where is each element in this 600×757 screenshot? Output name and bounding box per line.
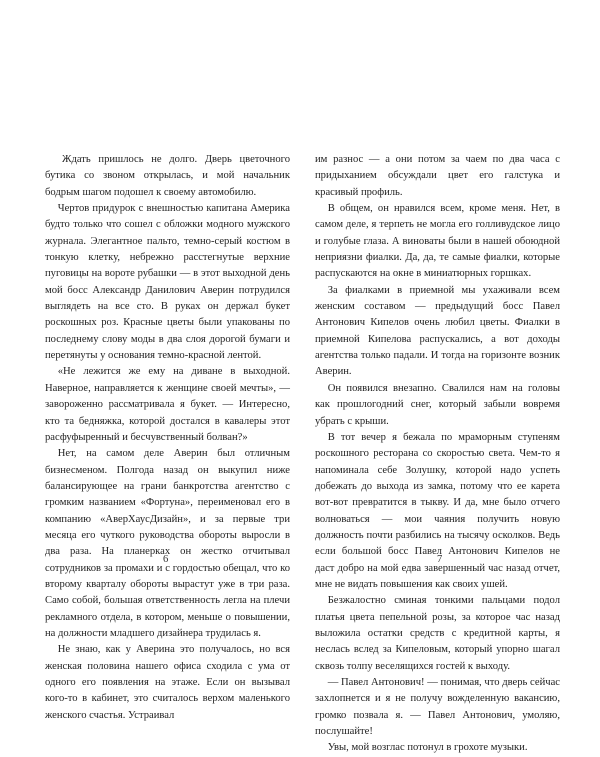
right-page-text xyxy=(315,152,560,757)
left-page-text xyxy=(45,152,290,724)
paragraph: им разнос — а они потом за чаем по два часа с придыханием обсуждали цвет его галстука и красивый профиль. xyxy=(315,154,560,198)
paragraph: В общем, он нравился всем, кроме меня. Нет, в самом деле, я терпеть не могла его голливудское лицо и голубые глаза. А виноваты были в нашей обоюдной неприязни фиалки. Да, да, те самые фиалки, которые распускаются на окне в миниатюрных горшках. xyxy=(315,203,560,280)
paragraph: Увы, мой возглас потонул в грохоте музыки. xyxy=(327,742,528,754)
paragraph: Нет, на самом деле Аверин был отличным бизнесменом. Полгода назад он выкупил ниже балансирующее на грани банкротства агентство с громким названием «Фортуна», переименовал его в компанию «АверХаусДизайн», и за первые три месяца его чуткого руководства обороты выросли в два раза. На планерках он жестко отчитывал сотрудников за промахи и с гордостью обещал, что ко второму кварталу обороты вырастут уже в три раза. Само собой, большая ответственность легла на плечи рекламного отдела, в котором, меньше о повышении, на должности младшего дизайнера трудилась я. xyxy=(45,448,290,639)
paragraph: «Не лежится же ему на диване в выходной. Наверное, направляется к женщине своей мечты», — завороженно рассматривала я букет. — Интересно, кто та бедняжка, которой достался в кавалеры этот расфуфыренный и бесчувственный болван?» xyxy=(45,366,290,443)
paragraph: — Павел Антонович! — понимая, что дверь сейчас захлопнется и я не получу вожделенную вакансию, громко позвала я. — Павел Антонович, умоляю, послушайте! xyxy=(315,677,560,738)
paragraph: В тот вечер я бежала по мраморным ступеням роскошного ресторана со скоростью света. Чем-то я напоминала себе Золушку, которой надо успеть добежать до выхода из замка, потому что ее карета вот-вот превратится в тыкву. И да, мне было отчего волноваться — мои чаяния получить новую должность почти разбились на тысячу осколков. Ведь если большой босс Павел Антонович Кипелов не даст добро на мой едва завершенный час назад отчет, мне не видать повышения как своих ушей. xyxy=(315,431,560,590)
left-page-number: 6 xyxy=(163,554,169,565)
paragraph: Он появился внезапно. Свалился нам на головы как прошлогодний снег, который забыли вовремя убрать с крыши. xyxy=(315,382,560,427)
paragraph: За фиалками в приемной мы ухаживали всем женским составом — предыдущий босс Павел Антонович Кипелов очень любил цветы. Фиалки в приемной Кипелова распускались, а вот доходы агентства только падали. И тогда на горизонте возник Аверин. xyxy=(315,284,560,378)
paragraph: Безжалостно сминая тонкими пальцами подол платья цвета пепельной розы, за которое час назад выложила остатки средств с кредитной карты, я неслась вслед за Кипеловым, который упорно шагал сквозь толпу веселящихся гостей к выходу. xyxy=(315,595,560,672)
right-page-number: 7 xyxy=(437,554,443,565)
paragraph: Ждать пришлось не долго. Дверь цветочного бутика со звоном открылась, и мой начальник бодрым шагом подошел к своему автомобилю. xyxy=(45,154,290,198)
paragraph: Не знаю, как у Аверина это получалось, но вся женская половина нашего офиса сходила с ума от одного его появления на этаже. Если он вызывал кого-то в кабинет, это считалось верхом маленького женского счастья. Устраивал xyxy=(45,644,290,721)
paragraph: Чертов придурок с внешностью капитана Америка будто только что сошел с обложки модного мужского журнала. Элегантное пальто, темно-серый костюм в тонкую клетку, небрежно расстегнутые верхние пуговицы на вороте рубашки — в этот выходной день мой босс Александр Данилович Аверин потрудился выглядеть на все сто. В руках он держал букет роскошных роз. Красные цветы были упакованы по последнему слову моды в два слоя дорогой бумаги и перетянуты у основания темно-красной лентой. xyxy=(45,203,290,362)
